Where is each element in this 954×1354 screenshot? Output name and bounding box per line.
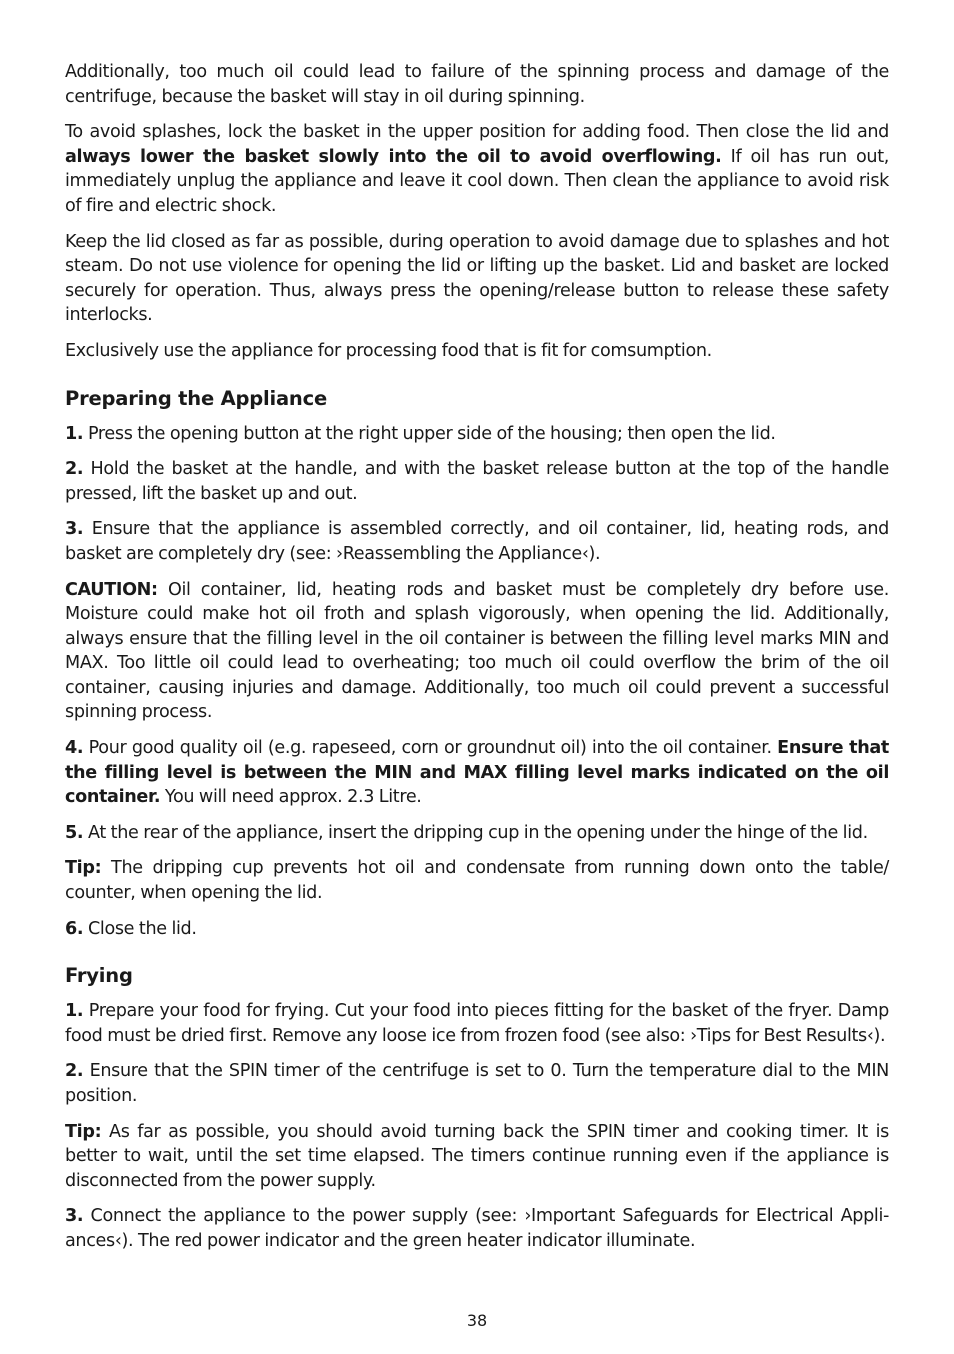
step-number: 2. [65,459,84,480]
step-text: You will need approx. 2.3 Litre. [160,787,422,808]
step-text: Pour good quality oil (e.g. rapeseed, corn or groundnut oil) into the oil container. [83,738,778,759]
paragraph-text: To avoid splashes, lock the basket in the upper position for adding food. Then close the lid and [65,122,889,143]
step-number: 5. [65,822,84,843]
caution-text: Oil container, lid, heating rods and basket must be completely dry before use. Moisture could make hot oil froth and splash vigorously, when opening the lid. Additionally, always ensure that the filling level in the oil container is between the filling level marks MIN and MAX. Too little oil could lead to overheating; too much oil could overflow the brim of the oil container, causing injuries and damage. Additionally, too much oil could prevent a successful spinning process. [65,579,889,723]
frying-step-3 [65,1204,889,1253]
caution-label: CAUTION: [65,579,158,600]
frying-step-2 [65,1059,889,1108]
step-number: 2. [65,1061,84,1082]
caution-note [65,578,889,726]
section-heading-frying: Frying [65,964,133,988]
tip-note [65,856,889,905]
paragraph-text: Keep the lid closed as far as possible, during operation to avoid damage due to splashes and hot steam. Do not use violence for opening the lid or lifting up the basket. Lid and basket are locked securely for operation. Thus, always press the opening/release button to release these safety interlocks. [65,231,889,326]
tip-text: As far as possible, you should avoid turning back the SPIN timer and cooking timer. It is better to wait, until the set time elapsed. The timers continue running even if the appliance is disconnected from the power supply. [65,1121,889,1191]
step-text: Hold the basket at the handle, and with the basket release button at the top of the handle pressed, lift the basket up and out. [65,459,889,504]
step-text: At the rear of the appliance, insert the dripping cup in the opening under the hinge of the lid. [83,822,868,843]
step-6 [65,917,889,942]
step-text: Connect the appliance to the power supply (see: ›Important Safeguards for Electrical Appli-ances‹). The red power indicator and the green heater indicator illuminate. [65,1206,889,1251]
step-number: 6. [65,918,84,939]
section-heading-preparing: Preparing the Appliance [65,386,328,410]
frying-tip-note [65,1120,889,1194]
step-number: 3. [65,519,84,540]
emphasis-text: always lower the basket slowly into the oil to avoid overflowing. [65,146,722,167]
paragraph-text: Exclusively use the appliance for processing food that is fit for comsumption. [65,340,712,361]
step-number: 1. [65,423,84,444]
step-text: Close the lid. [83,918,197,939]
intro-paragraph-1 [65,60,889,109]
paragraph-text: If oil has run out, immediately unplug the appliance and leave it cool down. Then clean the appliance to avoid risk of fire and electric shock. [65,146,889,216]
intro-paragraph-3 [65,230,889,328]
step-number: 3. [65,1206,84,1227]
tip-text: The dripping cup prevents hot oil and condensate from running down onto the table/ counter, when opening the lid. [65,858,889,904]
step-1 [65,422,889,447]
step-text: Ensure that the SPIN timer of the centrifuge is set to 0. Turn the temperature dial to the MIN position. [65,1061,889,1106]
tip-label: Tip: [65,858,102,879]
intro-paragraph-4 [65,339,889,364]
step-text: Ensure that the appliance is assembled correctly, and oil container, lid, heating rods, and basket are completely dry (see: ›Reassembling the Appliance‹). [65,519,889,564]
manual-page [65,60,889,1265]
paragraph-text: Additionally, too much oil could lead to failure of the spinning process and damage of the centrifuge, because the basket will stay in oil during spinning. [65,62,889,107]
step-4 [65,736,889,810]
step-2 [65,457,889,506]
page-number: 38 [466,1311,488,1330]
emphasis-text: Ensure that the filling level is between the MIN and MAX filling level marks indicated on the oil container. [65,738,889,808]
step-number: 4. [65,738,84,759]
step-text: Press the opening button at the right upper side of the housing; then open the lid. [83,423,776,444]
step-5 [65,821,889,846]
intro-paragraph-2 [65,120,889,218]
tip-label: Tip: [65,1121,102,1142]
frying-step-1 [65,999,889,1048]
step-text: Prepare your food for frying. Cut your food into pieces fitting for the basket of the fryer. Damp food must be dried first. Remove any loose ice from frozen food (see also: ›Tips for Best Results‹). [65,1001,889,1046]
step-number: 1. [65,1001,84,1022]
step-3 [65,517,889,566]
